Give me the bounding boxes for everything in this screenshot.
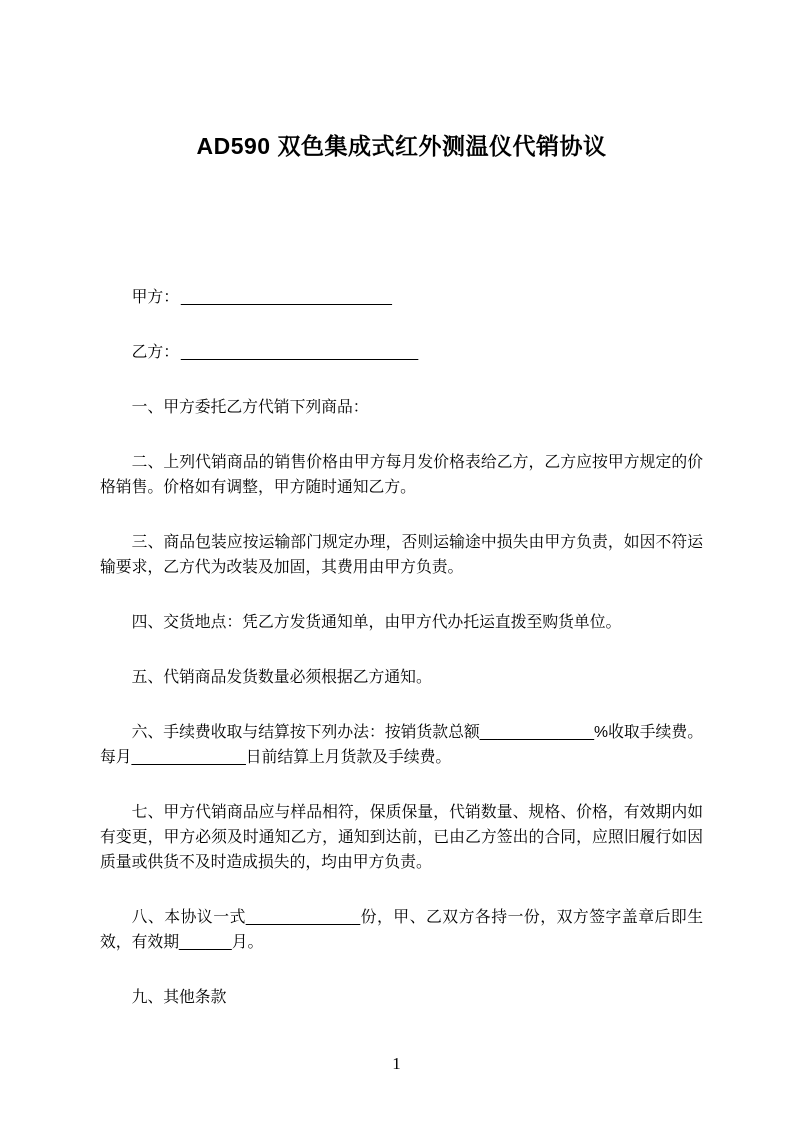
- party-a-blank[interactable]: ________________________: [181, 289, 392, 306]
- party-b-row: [100, 340, 703, 365]
- party-b-blank[interactable]: ___________________________: [181, 344, 419, 361]
- clause-2: 二、上列代销商品的销售价格由甲方每月发价格表给乙方，乙方应按甲方规定的价格销售。价格如有调整，甲方随时通知乙方。: [100, 454, 703, 496]
- clause-9: 九、其他条款: [131, 989, 227, 1006]
- clause-6: 六、手续费收取与结算按下列办法：按销货款总额_____________%收取手续费。每月_____________日前结算上月货款及手续费。: [100, 724, 703, 766]
- clause-1: 一、甲方委托乙方代销下列商品：: [131, 399, 369, 416]
- document-content: [100, 0, 703, 1010]
- clause-5: 五、代销商品发货数量必须根据乙方通知。: [131, 669, 432, 686]
- party-b-label: 乙方：: [131, 344, 179, 361]
- clause-4: 四、交货地点：凭乙方发货通知单，由甲方代办托运直拨至购货单位。: [131, 614, 622, 631]
- page-number: 1: [392, 1054, 401, 1073]
- party-a-row: [100, 285, 703, 310]
- clause-3: 三、商品包装应按运输部门规定办理，否则运输途中损失由甲方负责，如因不符运输要求，乙方代为改装及加固，其费用由甲方负责。: [100, 534, 703, 576]
- party-a-label: 甲方：: [131, 289, 179, 306]
- clause-8: 八、本协议一式_____________份，甲、乙双方各持一份，双方签字盖章后即生效，有效期______月。: [100, 909, 703, 951]
- clause-7: 七、甲方代销商品应与样品相符，保质保量，代销数量、规格、价格，有效期内如有变更，甲方必须及时通知乙方，通知到达前，已由乙方签出的合同，应照旧履行如因质量或供货不及时造成损失的，均由甲方负责。: [100, 804, 703, 871]
- document-title: AD590 双色集成式红外测温仪代销协议: [196, 133, 607, 159]
